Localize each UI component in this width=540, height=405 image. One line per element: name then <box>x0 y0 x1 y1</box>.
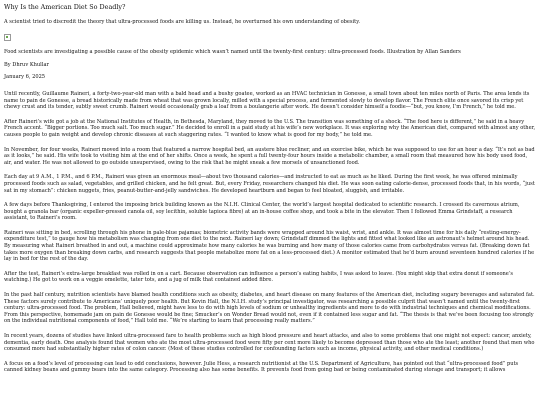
image-caption: Food scientists are investigating a possible cause of the obesity epidemic which wasn’t named until the twenty-first century: ultra-processed foods. Illustration by Allan Sanders <box>4 49 461 56</box>
body-paragraph: In November, for four weeks, Raineri moved into a room that featured a narrow hospital bed, an austere blue recliner, and an exercise bike, which he was supposed to use for an hour a day. “It’s not as bad as it looks,” he said. His wife took to visiting him at the end of her shifts. Once a week, he spent a full twenty-four hours inside a metabolic chamber, a small room that measured how his body used food, air, and water. He was not allowed to go outside unsupervised, owing to the risk that he might sneak a few morsels of unsanctioned food. <box>4 146 535 166</box>
body-paragraph: Raineri was sitting in bed, scrolling through his phone in pale-blue pajamas; biometric activity bands were wrapped around his waist, wrist, and ankle. It was almost time for his daily “resting-energy-expenditure test,” to gauge how his metabolism was changing from one diet to the next. Raineri lay down; Grindstaff dimmed the lights and fitted what looked like an astronaut’s helmet around his head. By measuring what Raineri breathed in and out, a machine could approximate how many calories he was burning and how many of those calories came from carbohydrates versus fat. (Breaking down fat takes more oxygen than breaking down carbs, and research suggests that people metabolize more fat on a less-processed diet.) A monitor estimated that he’d burn around seventeen hundred calories if he lay in bed for the rest of the day. <box>4 229 535 263</box>
body-paragraph: A focus on a food’s level of processing can lead to odd conclusions, however. Julie Hess, a research nutritionist at the U.S. Department of Agriculture, has pointed out that “ultra-processed food” puts canned kidney beans and gummy bears into the same category. Processing also has some benefits. It prevents food from going bad or being contaminated during storage and transport; it allows <box>4 360 519 374</box>
body-paragraph: A few days before Thanksgiving, I entered the imposing brick building known as the N.I.H. Clinical Center, the world’s largest hospital dedicated to scientific research. I crossed its cavernous atrium, bought a granola bar (organic expeller-pressed canola oil, soy lecithin, soluble tapioca fibre) at an in-house coffee shop, and took a bite in the elevator. Then I followed Emma Grindstaff, a research assistant, to Raineri’s room. <box>4 202 520 222</box>
body-paragraph: After Raineri’s wife got a job at the National Institutes of Health, in Bethesda, Maryland, they moved to the U.S. The transition was something of a shock. “The food here is different,” he said in a heavy French accent. “Bigger portions. Too much salt. Too much sugar.” He decided to enroll in a paid study at his wife’s new workplace. It was exploring why the American diet, compared with almost any other, causes people to gain weight and develop chronic diseases at such staggering rates. “I wanted to know what is good for my body,” he told me. <box>4 118 536 138</box>
broken-image-icon <box>4 34 11 41</box>
article-subtitle: A scientist tried to discredit the theory that ultra-processed foods are killing us. Instead, he overturned his own understanding of obesity. <box>4 19 361 25</box>
body-paragraph: After the test, Raineri’s extra-large breakfast was rolled in on a cart. Because observation can influence a person’s eating habits, I was asked to leave. (You might skip that extra donut if someone’s watching.) He got to work on a veggie omelette, tater tots, and a jug of milk that contained added fibre. <box>4 270 514 284</box>
body-paragraph: In the past half century, nutrition scientists have blamed health conditions such as obesity, diabetes, and heart disease on many features of the American diet, including sugary beverages and saturated fat. These factors surely contribute to Americans’ uniquely poor health. But Kevin Hall, the N.I.H. study’s principal investigator, was researching a possible culprit that wasn’t named until the twenty-first century: ultra-processed food. The problem, Hall believed, might have less to do with high levels of sodium or unhealthy ingredients and more to do with industrial techniques and chemical modifications. From this perspective, homemade jam on pain de Gonesse would be fine; Smucker’s on Wonder Bread would not, even if it contained less sugar and fat. “The thesis is that we’ve been focusing too strongly on the individual nutritional components of food,” Hall told me. “We’re starting to learn that processing really matters.” <box>4 292 535 325</box>
byline: By Dhruv Khullar <box>4 61 49 68</box>
body-paragraph: Until recently, Guillaume Raineri, a forty-two-year-old man with a bald head and a bushy goatee, worked as an HVAC technician in Gonesse, a small town about ten miles north of Paris. The area lends its name to pain de Gonesse, a bread historically made from wheat that was grown locally, milled with a special process, and fermented slowly to develop flavor. The French elite once savored its crisp yet chewy crust and its tender, subtly sweet crumb. Raineri would occasionally grab a loaf from a boulangerie after work. He doesn’t consider himself a foodie—“but, you know, I’m French,” he told me. <box>4 90 530 111</box>
body-paragraph: In recent years, dozens of studies have linked ultra-processed fare to health problems such as high blood pressure and heart attacks, and also to some problems that one might not expect: cancer, anxiety, dementia, early death. One analysis found that women who ate the most ultra-processed food were fifty per cent more likely to become depressed than those who ate the least; another found that men who consumed more had substantially higher rates of colon cancer. (Most of these studies controlled for confounding factors such as income, physical activity, and other medical conditions.) <box>4 333 535 353</box>
article-title: Why Is the American Diet So Deadly? <box>4 3 126 11</box>
body-paragraph: Each day at 9 A.M., 1 P.M., and 6 P.M., Raineri was given an enormous meal—about two thousand calories—and instructed to eat as much as he liked. During the first week, he was offered minimally processed foods such as salad, vegetables, and grilled chicken, and he felt great. But, every Friday, researchers changed his diet. He was soon eating calorie-dense, processed foods that, in his words, “just sat in my stomach”: chicken nuggets, fries, peanut-butter-and-jelly sandwiches. He developed heartburn and began to feel bloated, sluggish, and irritable. <box>4 174 535 194</box>
publish-date: January 6, 2025 <box>4 74 46 81</box>
